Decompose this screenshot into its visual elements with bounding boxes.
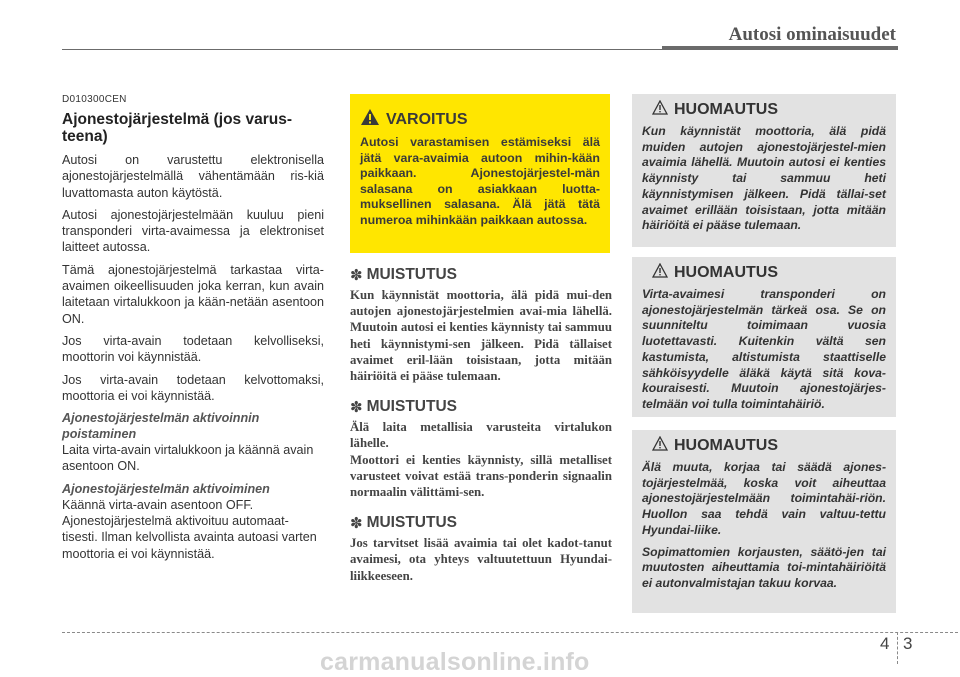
paragraph: Tämä ajonestojärjestelmä tarkastaa virta-avaimen oikeellisuuden joka kerran, kun avain laitetaan virtalukkoon ja kään-netään asentoon ON. (62, 262, 324, 326)
left-column (62, 94, 324, 568)
header-title: Autosi ominaisuudet (728, 24, 896, 45)
note-box (632, 257, 896, 417)
chapter-number: 4 (880, 634, 890, 653)
subheading-activate: Ajonestojärjestelmän aktivoiminen (62, 481, 270, 496)
note-text: Kun käynnistät moottoria, älä pidä muiden autojen ajonestojärjestel-mien avaimia lähellä. Muutoin autosi ei kenties käynnisty tai sammuu heti käynnistymisen jälkeen. Pidä tällai-set avaimet erillään toisistaan, jotta mitään häiriöitä ei pääse tulemaan. (642, 124, 886, 233)
muistutus-text: Älä laita metallisia varusteita virtalukon lähelle. Moottori ei kenties käynnisty, sillä metalliset varusteet voivat estää trans-ponderin signaalin normaalin välittämi-sen. (350, 420, 612, 500)
paragraph: Käännä virta-avain asentoon OFF. Ajonestojärjestelmä aktivoituu automaat-tisesti. Ilman kelvollista avainta autoasi varten moottoria ei voi käynnistää. (62, 497, 317, 561)
warning-box (350, 94, 610, 253)
note-title: HUOMAUTUS (674, 264, 778, 281)
note-box (632, 430, 896, 613)
paragraph: Autosi on varustettu elektronisella ajonestojärjestelmällä vähentämään ris-kiä luvattomasta auton käytöstä. (62, 153, 324, 200)
note-text: Virta-avaimesi transponderi on ajonestojärjestelmän tärkeä osa. Se on suunniteltu toimimaan vuosia luotettavasti. Kuitenkin vältä sen kastumista, altistumista staattiselle sähköisyydelle äläkä käytä sitä kova-kouraisesti. Muutoin ajonestojärjes-telmään voi tulla toimintahäiriö. (642, 287, 886, 411)
header-rule-accent (662, 46, 898, 50)
warning-text: Autosi varastamisen estämiseksi älä jätä vara-avaimia autoon mihin-kään paikkaan. Ajonestojärjestel-män salasana on asiakkaan luotta-muksellinen salasana. Älä jätä tätä numeroa mihinkään paikkaan autossa. (360, 135, 600, 227)
muistutus-text: Kun käynnistät moottoria, älä pidä mui-den autojen ajonestojärjestelmien avai-mia lähellä. Muutoin autosi ei kenties käynnisty tai sammuu heti käynnistymi-sen jälkeen. Pidä tällaiset avaimet eril-lään toisistaan, jotta mitään häiriöitä ei pääse tulemaan. (350, 288, 612, 384)
muistutus-title: MUISTUTUS (366, 266, 457, 283)
note-text: Sopimattomien korjausten, säätö-jen tai muutosten aiheuttamia toi-mintahäiriöitä ei autonvalmistajan takuu korvaa. (642, 544, 886, 590)
caution-triangle-icon (652, 263, 668, 283)
section-heading: Ajonestojärjestelmä (jos varus-teena) (62, 111, 292, 145)
note-box (632, 94, 896, 247)
paragraph: Jos virta-avain todetaan kelvottomaksi, moottoria ei voi käynnistää. (62, 372, 324, 403)
note-text: Älä muuta, korjaa tai säädä ajones-tojärjestelmää, koska voit aiheuttaa ajonestojärjestelmään toimintahäi-riön. Huollon saa tehdä vain valtuu-tettu Hyundai-liike. (642, 460, 886, 537)
paragraph: Laita virta-avain virtalukkoon ja käännä avain asentoon ON. (62, 443, 314, 474)
footer-rule (62, 632, 958, 633)
asterisk-icon: ✽ (350, 267, 363, 284)
asterisk-icon: ✽ (350, 399, 363, 417)
section-code: D010300CEN (62, 94, 127, 105)
paragraph: Autosi ajonestojärjestelmään kuuluu pieni transponderi virta-avaimessa ja elektroniset laitteet autossa. (62, 207, 324, 255)
note-title: HUOMAUTUS (674, 437, 778, 454)
caution-triangle-icon (652, 100, 668, 120)
warning-title: VAROITUS (386, 110, 468, 128)
caution-triangle-icon (652, 436, 668, 456)
muistutus-title: MUISTUTUS (366, 514, 457, 532)
paragraph: Jos virta-avain todetaan kelvolliseksi, moottorin voi käynnistää. (62, 333, 324, 365)
middle-column (350, 266, 612, 584)
muistutus-text: Jos tarvitset lisää avaimia tai olet kadot-tanut avaimesi, ota yhteys valtuutettuun Hyundai-liikkeeseen. (350, 536, 612, 583)
page-separator (897, 632, 898, 664)
asterisk-icon: ✽ (350, 515, 363, 533)
header-rule (62, 49, 662, 50)
warning-triangle-icon (360, 108, 380, 131)
subheading-deactivate: Ajonestojärjestelmän aktivoinnin poistaminen (62, 411, 260, 442)
muistutus-title: MUISTUTUS (366, 398, 457, 416)
watermark: carmanualsonline.info (320, 648, 590, 676)
note-title: HUOMAUTUS (674, 101, 778, 118)
page-number: 3 (903, 634, 913, 653)
